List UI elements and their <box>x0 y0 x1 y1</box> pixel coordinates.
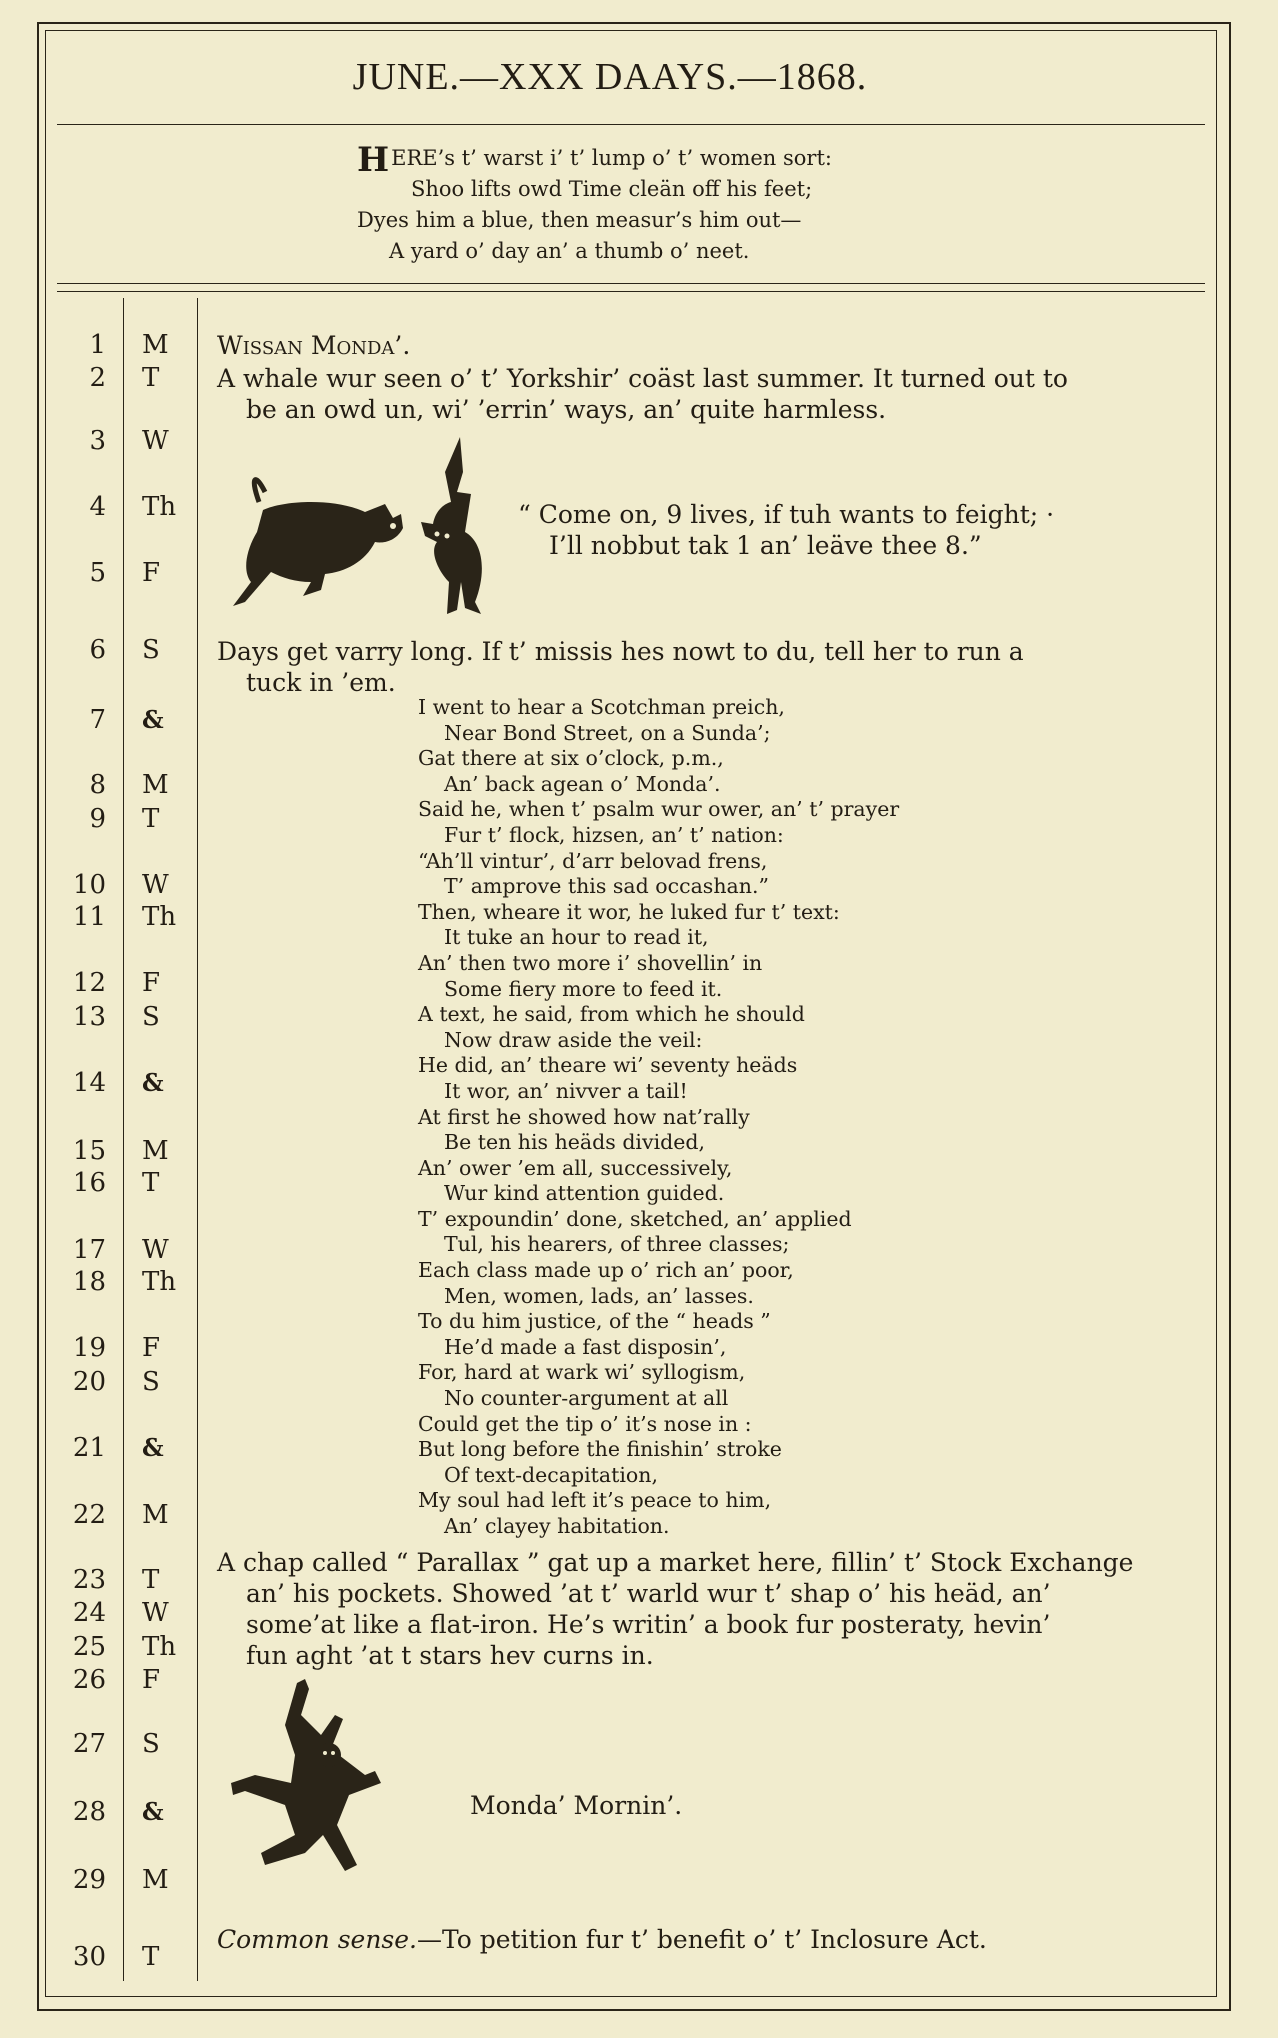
day-number: 8 <box>89 770 106 800</box>
day-abbreviation: T <box>142 804 160 834</box>
poem-line: Now draw aside the veil: <box>444 1027 703 1052</box>
day-abbreviation: T <box>142 1565 160 1595</box>
day-number: 2 <box>89 363 106 393</box>
sunday-symbol: & <box>142 1433 164 1462</box>
page-title: JUNE.—XXX DAAYS.—1868. <box>352 56 868 98</box>
motto-verse <box>357 140 917 267</box>
day-abbreviation: S <box>142 1002 160 1032</box>
tumbling-figure-illustration <box>225 1675 425 1885</box>
sunday-symbol: & <box>142 705 164 734</box>
poem-line: T’ amprove this sad occashan.” <box>444 874 769 899</box>
day-abbreviation: Th <box>142 1632 177 1662</box>
day-number: 29 <box>72 1865 106 1895</box>
day-abbreviation: T <box>142 363 160 393</box>
entry-common-sense: Common sense.—To petition fur t’ benefit o’ t’ Inclosure Act. <box>217 1925 987 1954</box>
day-number: 13 <box>72 1002 106 1032</box>
poem-line: “Ah’ll vintur’, d’arr belovad frens, <box>418 848 768 873</box>
day-abbreviation: F <box>142 558 161 588</box>
motto-dropcap: H <box>357 140 390 180</box>
poem-line: Men, women, lads, an’ lasses. <box>444 1283 754 1308</box>
poem-line: An’ clayey habitation. <box>444 1514 670 1538</box>
day-number: 4 <box>89 492 106 522</box>
day-number: 22 <box>72 1500 106 1530</box>
cat-fight-illustration <box>225 432 505 622</box>
day-number: 30 <box>72 1942 106 1972</box>
entry-days-long: Days get varry long. If t’ missis hes nowt to du, tell her to run a tuck in ’em. <box>217 637 1024 697</box>
illustration-caption: Monda’ Mornin’. <box>470 1791 683 1820</box>
day-abbreviation: M <box>142 1865 169 1895</box>
day-abbreviation: W <box>142 426 169 456</box>
day-number: 7 <box>89 705 106 735</box>
poem-line: Be ten his heäds divided, <box>444 1130 706 1155</box>
day-number: 21 <box>72 1433 106 1463</box>
poem-line: Gat there at six o’clock, p.m., <box>418 746 724 771</box>
day-number: 18 <box>72 1267 106 1297</box>
poem-line: My soul had left it’s peace to him, <box>418 1488 772 1513</box>
poem-line: No counter-argument at all <box>444 1386 729 1411</box>
sunday-symbol: & <box>142 1068 164 1097</box>
poem-line: But long before the finishin’ stroke <box>418 1437 782 1462</box>
day-number: 14 <box>72 1068 106 1098</box>
poem-line: It tuke an hour to read it, <box>444 925 709 950</box>
day-number: 11 <box>72 902 106 932</box>
day-number: 20 <box>72 1367 106 1397</box>
poem-line: I went to hear a Scotchman preich, <box>418 695 785 719</box>
day-abbreviation: T <box>142 1168 160 1198</box>
poem-line: To du him justice, of the “ heads ” <box>418 1309 771 1334</box>
entry-parallax: A chap called “ Parallax ” gat up a market here, fillin’ t’ Stock Exchange an’ his pockets. Showed ’at t’ warld wur t’ shap o’ his heäd, an’ some’at like a flat-iron. He’s writin’ a book fur posteraty, hevin’ fun aght ’at t stars hev curns in. <box>217 1548 1134 1670</box>
day-abbreviation: F <box>142 1665 161 1695</box>
day-abbreviation: W <box>142 1598 169 1628</box>
poem-line: An’ back agean o’ Monda’. <box>444 771 721 796</box>
day-number: 5 <box>89 558 106 588</box>
cat-quote: “ Come on, 9 lives, if tuh wants to feight; · I’ll nobbut tak 1 an’ leäve thee 8.” <box>518 500 1055 560</box>
day-abbreviation: W <box>142 1235 169 1265</box>
poem-line: Tul, his hearers, of three classes; <box>444 1232 790 1257</box>
day-abbreviation: S <box>142 1729 160 1759</box>
day-abbreviation: M <box>142 770 169 800</box>
header-rule <box>57 124 1205 125</box>
day-abbreviation: Th <box>142 902 177 932</box>
poem-line: Fur t’ flock, hizsen, an’ t’ nation: <box>444 822 784 847</box>
day-abbreviation: W <box>142 870 169 900</box>
day-number: 6 <box>89 635 106 665</box>
day-number: 27 <box>72 1729 106 1759</box>
day-number: 19 <box>72 1333 106 1363</box>
day-abbreviation: Th <box>142 1267 177 1297</box>
day-abbreviation: F <box>142 968 161 998</box>
day-abbreviation: S <box>142 1367 160 1397</box>
motto-rule-bottom <box>57 291 1205 292</box>
day-number: 1 <box>89 330 106 360</box>
day-number: 15 <box>72 1136 106 1166</box>
poem-line: An’ ower ’em all, successively, <box>418 1155 733 1180</box>
day-number: 12 <box>72 968 106 998</box>
poem-line: Of text-decapitation, <box>444 1462 658 1487</box>
poem-line: T’ expoundin’ done, sketched, an’ applied <box>418 1206 852 1231</box>
poem-line: He’d made a fast disposin’, <box>444 1334 727 1359</box>
poem-line: Each class made up o’ rich an’ poor, <box>418 1258 794 1283</box>
day-number: 23 <box>72 1565 106 1595</box>
poem-line: It wor, an’ nivver a tail! <box>444 1078 688 1103</box>
day-abbreviation: S <box>142 635 160 665</box>
weekday-column-divider <box>197 298 198 1981</box>
entry-whale: A whale wur seen o’ t’ Yorkshir’ coäst last summer. It turned out to be an owd un, wi’ ’errin’ ways, an’ quite harmless. <box>217 364 1068 424</box>
day-number: 9 <box>89 804 106 834</box>
poem-line: Wur kind attention guided. <box>444 1181 725 1206</box>
poem-line: For, hard at wark wi’ syllogism, <box>418 1360 746 1385</box>
day-abbreviation: Th <box>142 492 177 522</box>
day-abbreviation: M <box>142 1500 169 1530</box>
poem-line: Near Bond Street, on a Sunda’; <box>444 720 771 745</box>
motto-line-1: HERE’s t’ warst i’ t’ lump o’ t’ women sort: <box>357 140 832 180</box>
day-abbreviation: F <box>142 1333 161 1363</box>
day-number: 26 <box>72 1665 106 1695</box>
day-abbreviation: M <box>142 1136 169 1166</box>
poem-line: Some fiery more to feed it. <box>444 976 723 1001</box>
poem-line: Could get the tip o’ it’s nose in : <box>418 1411 752 1436</box>
day-number: 28 <box>72 1797 106 1827</box>
scotchman-poem <box>418 695 1038 1540</box>
day-number: 25 <box>72 1632 106 1662</box>
day-abbreviation: T <box>142 1942 160 1972</box>
motto-line-2: Shoo lifts owd Time cleän off his feet; <box>411 177 813 201</box>
day-number: 24 <box>72 1598 106 1628</box>
motto-line-3: Dyes him a blue, then measur’s him out— <box>357 208 802 232</box>
day-number: 10 <box>72 870 106 900</box>
motto-rule-top <box>57 283 1205 284</box>
day-number: 17 <box>72 1235 106 1265</box>
day-number: 3 <box>89 426 106 456</box>
day-number: 16 <box>72 1168 106 1198</box>
day-number-column-divider <box>123 298 124 1981</box>
poem-line: Then, wheare it wor, he luked fur t’ text: <box>418 899 840 924</box>
poem-line: He did, an’ theare wi’ seventy heäds <box>418 1053 798 1078</box>
poem-line: A text, he said, from which he should <box>418 1002 805 1027</box>
motto-line-4: A yard o’ day an’ a thumb o’ neet. <box>389 239 750 263</box>
poem-line: An’ then two more i’ shovellin’ in <box>418 950 763 975</box>
poem-line: Said he, when t’ psalm wur ower, an’ t’ prayer <box>418 797 900 822</box>
poem-line: At first he showed how nat’rally <box>418 1104 750 1129</box>
sunday-symbol: & <box>142 1797 164 1826</box>
entry-wissan-monda: Wissan Monda’. <box>217 331 411 360</box>
day-abbreviation: M <box>142 330 169 360</box>
